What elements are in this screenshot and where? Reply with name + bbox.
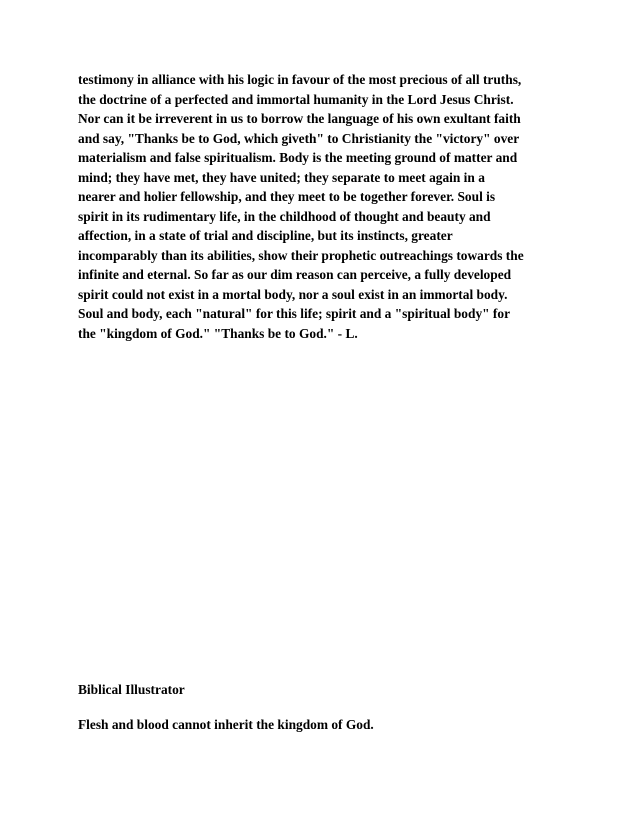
- paragraph-line: Nor can it be irreverent in us to borrow the language of his own exultant faith: [78, 111, 521, 126]
- paragraph-line: and say, "Thanks be to God, which giveth" to Christianity the "victory" over: [78, 130, 520, 146]
- paragraph-line: nearer and holier fellowship, and they meet to be together forever. Soul is: [78, 189, 496, 204]
- paragraph-line: mind; they have met, they have united; they separate to meet again in a: [78, 169, 485, 185]
- paragraph-line: the "kingdom of God." "Thanks be to God." - L.: [78, 325, 358, 341]
- paragraph-line: spirit could not exist in a mortal body, nor a soul exist in an immortal body.: [78, 286, 508, 302]
- paragraph-line: affection, in a state of trial and discipline, but its instincts, greater: [78, 228, 453, 243]
- paragraph-line: the doctrine of a perfected and immortal humanity in the Lord Jesus Christ.: [78, 91, 514, 107]
- paragraph-line: materialism and false spiritualism. Body is the meeting ground of matter and: [78, 150, 518, 165]
- paragraph-line: Soul and body, each "natural" for this life; spirit and a "spiritual body" for: [78, 306, 511, 321]
- paragraph-line: incomparably than its abilities, show their prophetic outreachings towards the: [78, 247, 524, 263]
- body-paragraph: [78, 70, 578, 343]
- paragraph-line: testimony in alliance with his logic in favour of the most precious of all truths,: [78, 72, 522, 87]
- section-heading: Biblical Illustrator: [78, 682, 185, 697]
- paragraph-line: infinite and eternal. So far as our dim reason can perceive, a fully developed: [78, 267, 512, 282]
- paragraph-line: spirit in its rudimentary life, in the childhood of thought and beauty and: [78, 208, 491, 224]
- section-subheading: Flesh and blood cannot inherit the kingdom of God.: [78, 717, 374, 732]
